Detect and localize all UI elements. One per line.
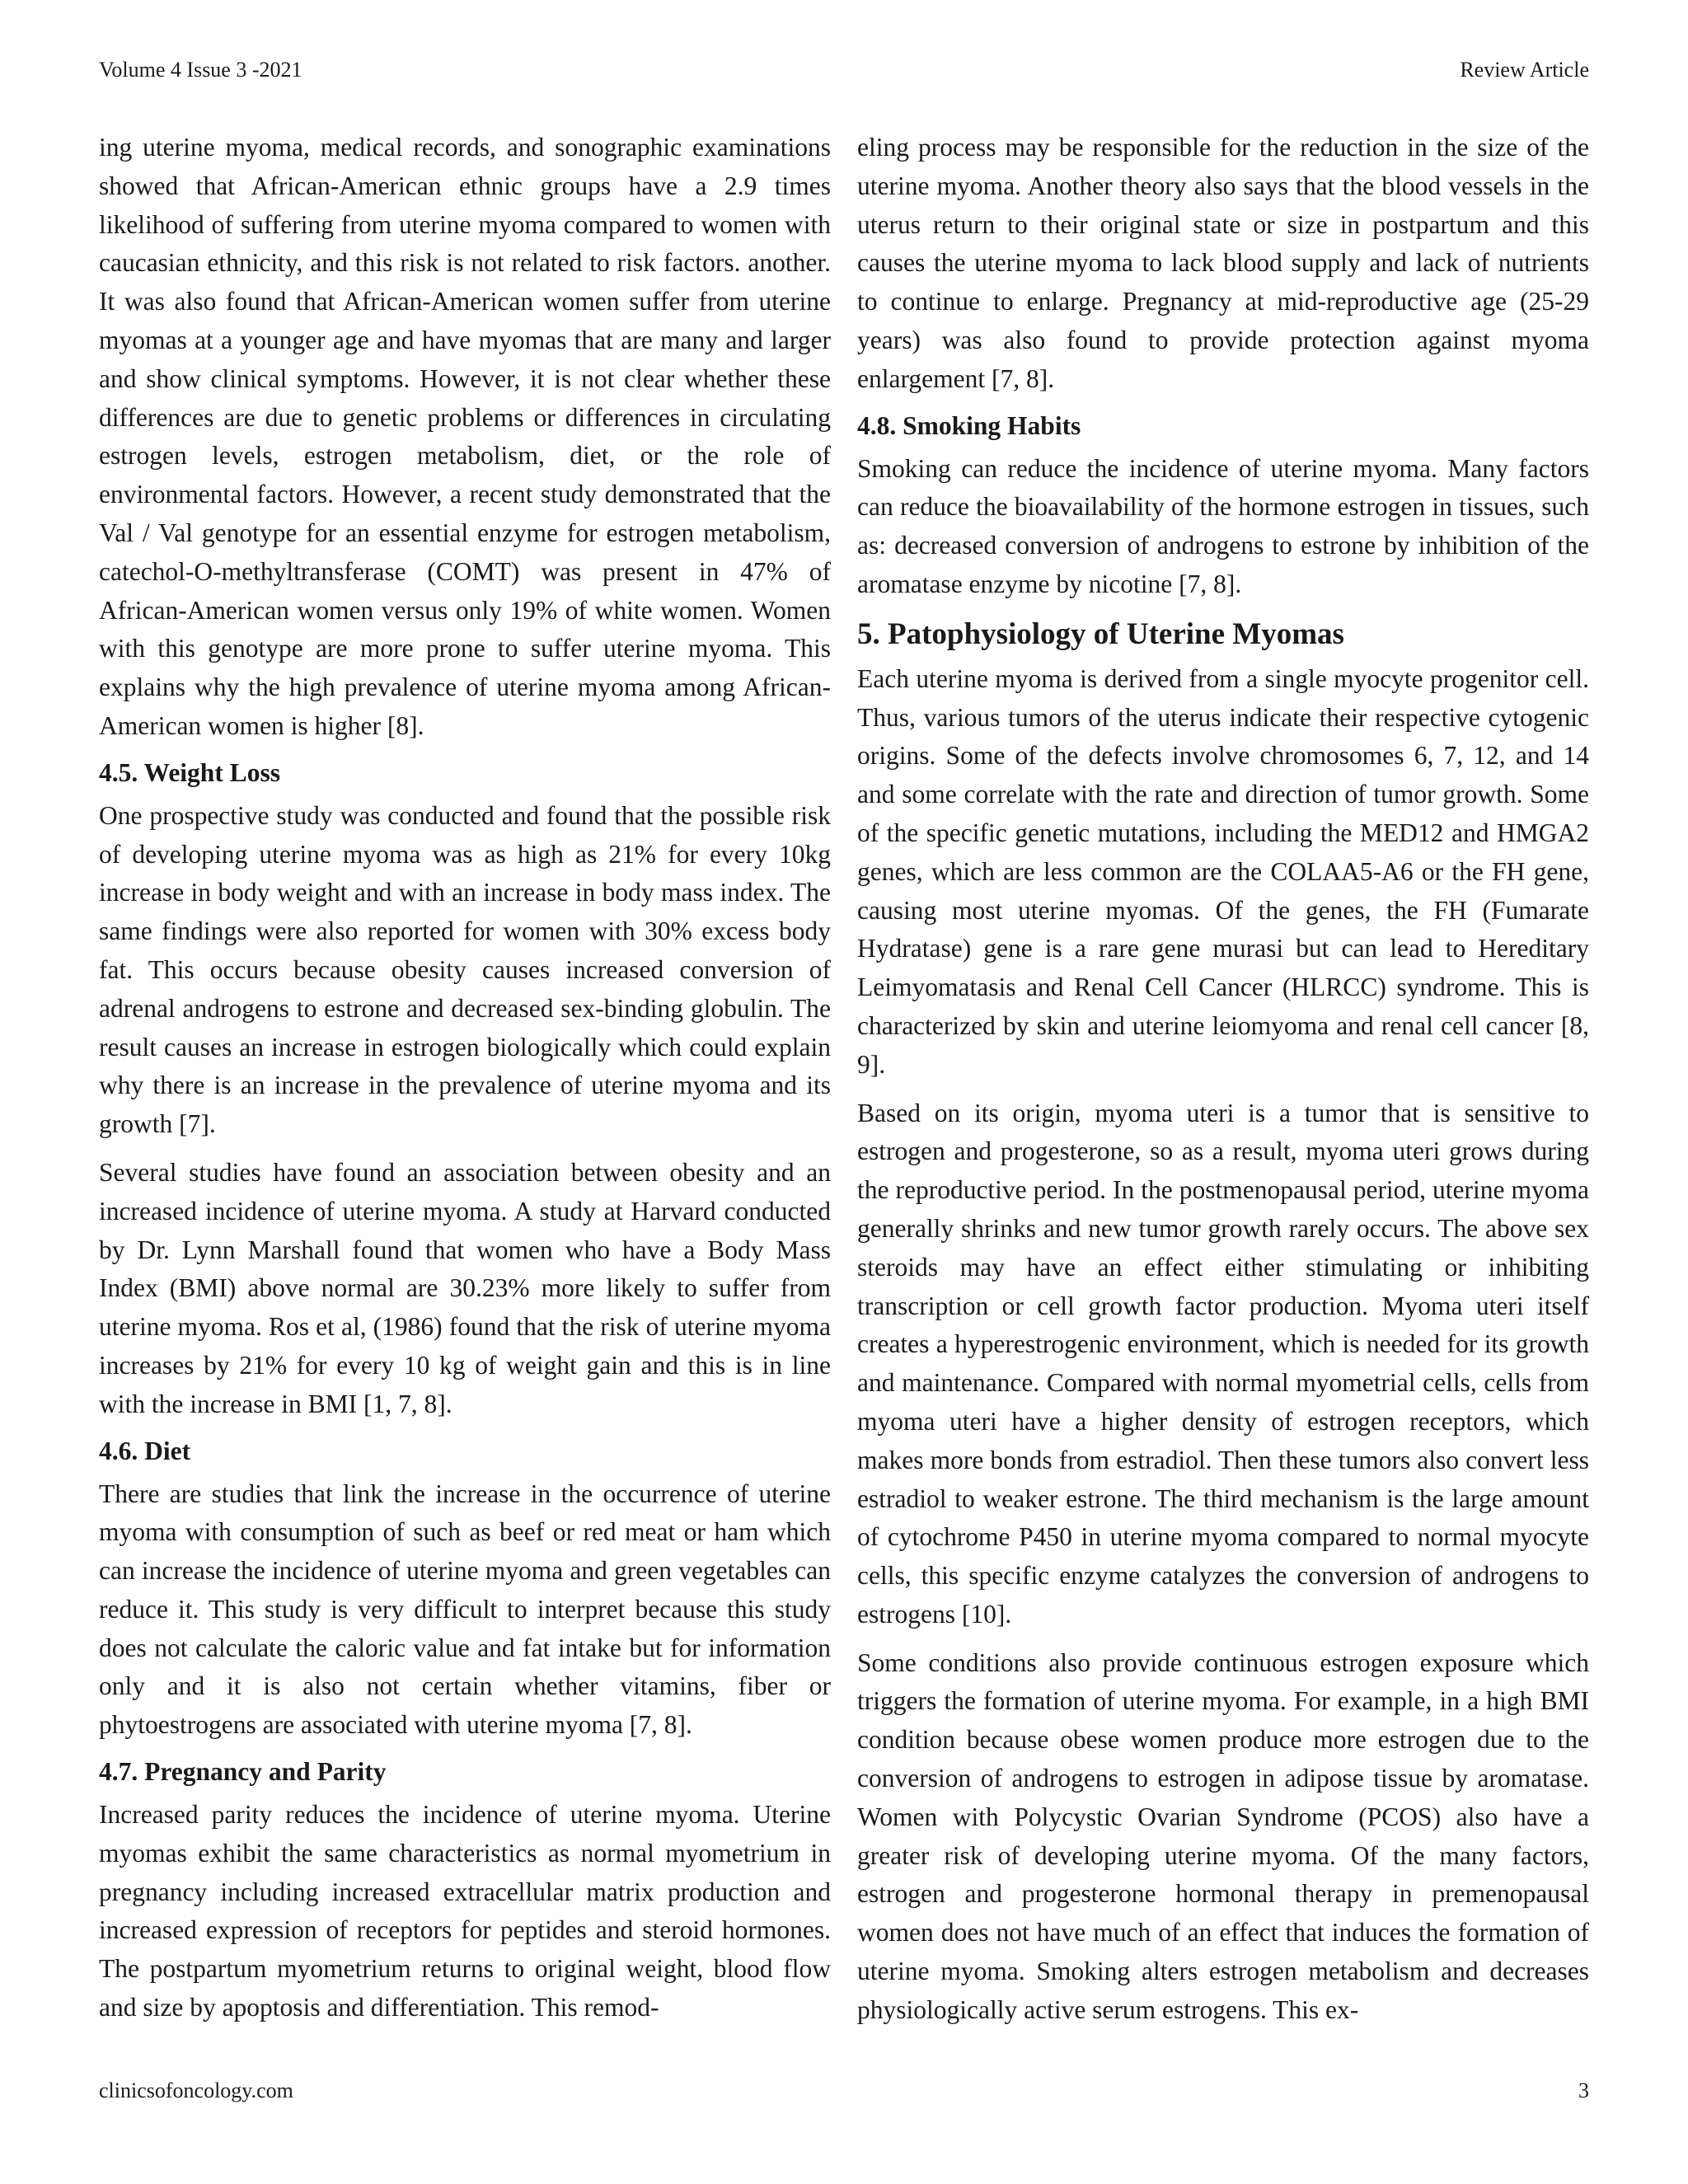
right-column [857, 129, 1589, 2040]
paragraph-pathophysiology-1: Each uterine myoma is derived from a single myocyte progenitor cell. Thus, various tumors of the uterus indicate their respective cytogenic origins. Some of the defects involve chromosomes 6, 7, 12, and 14 and some correlate with the rate and direction of tumor growth. Some of the specific genetic mutations, including the MED12 and HMGA2 genes, which are less common are the COLAA5-A6 or the FH gene, causing most uterine myomas. Of the genes, the FH (Fumarate Hydratase) gene is a rare gene murasi but can lead to Hereditary Leimyomatasis and Renal Cell Cancer (HLRCC) syndrome. This is characterized by skin and uterine leiomyoma and renal cell cancer [8, 9]. [857, 663, 1589, 1079]
heading-weight-loss: 4.5. Weight Loss [99, 757, 280, 787]
paragraph-pregnancy-continued: eling process may be responsible for the reduction in the size of the uterine myoma. Another theory also says that the blood vessels in the uterus return to their original state or size in postpartum and this causes the uterine myoma to lack blood supply and lack of nutrients to continue to enlarge. Pregnancy at mid-reproductive age (25-29 years) was also found to provide protection against myoma enlargement [7, 8]. [857, 133, 1589, 393]
website-link[interactable]: clinicsofoncology.com [99, 2079, 293, 2102]
paragraph-pathophysiology-2: Based on its origin, myoma uteri is a tumor that is sensitive to estrogen and progesterone, so as a result, myoma uteri grows during the reproductive period. In the postmenopausal period, uterine myoma generally shrinks and new tumor growth rarely occurs. The above sex steroids may have an effect either stimulating or inhibiting transcription or cell growth factor production. Myoma uteri itself creates a hyperestrogenic environment, which is needed for its growth and maintenance. Compared with normal myometrial cells, cells from myoma uteri have a higher density of estrogen receptors, which makes more bonds from estradiol. Then these tumors also convert less estradiol to weaker estrone. The third mechanism is the large amount of cytochrome P450 in uterine myoma compared to normal myocyte cells, this specific enzyme catalyzes the conversion of androgens to estrogens [10]. [857, 1098, 1589, 1629]
paragraph-smoking: Smoking can reduce the incidence of uterine myoma. Many factors can reduce the bioavailability of the hormone estrogen in tissues, such as: decreased conversion of androgens to estrone by inhibition of the aromatase enzyme by nicotine [7, 8]. [857, 453, 1589, 598]
paragraph-weight-loss-1: One prospective study was conducted and found that the possible risk of developing uterine myoma was as high as 21% for every 10kg increase in body weight and with an increase in body mass index. The same findings were also reported for women with 30% excess body fat. This occurs because obesity causes increased conversion of adrenal androgens to estrone and decreased sex-binding globulin. The result causes an increase in estrogen biologically which could explain why there is an increase in the prevalence of uterine myoma and its growth [7]. [99, 800, 831, 1139]
paragraph-weight-loss-2: Several studies have found an association between obesity and an increased incidence of uterine myoma. A study at Harvard conducted by Dr. Lynn Marshall found that women who have a Body Mass Index (BMI) above normal are 30.23% more likely to suffer from uterine myoma. Ros et al, (1986) found that the risk of uterine myoma increases by 21% for every 10 kg of weight gain and this is in line with the increase in BMI [1, 7, 8]. [99, 1157, 831, 1418]
heading-pathophysiology: 5. Patophysiology of Uterine Myomas [857, 616, 1344, 651]
paragraph-pregnancy-parity: Increased parity reduces the incidence of uterine myoma. Uterine myomas exhibit the same characteristics as normal myometrium in pregnancy including increased extracellular matrix production and increased expression of receptors for peptides and steroid hormones. The postpartum myometrium returns to original weight, blood flow and size by apoptosis and differentiation. This remod- [99, 1800, 831, 2022]
journal-volume-issue: Volume 4 Issue 3 -2021 [99, 58, 302, 82]
left-column [99, 129, 831, 2037]
page-number: 3 [1578, 2079, 1589, 2102]
paragraph-ethnicity-continued: ing uterine myoma, medical records, and sonographic examinations showed that African-American ethnic groups have a 2.9 times likelihood of suffering from uterine myoma compared to women with caucasian ethnicity, and this risk is not related to risk factors. another. It was also found that African-American women suffer from uterine myomas at a younger age and have myomas that are many and larger and show clinical symptoms. However, it is not clear whether these differences are due to genetic problems or differences in circulating estrogen levels, estrogen metabolism, diet, or the role of environmental factors. However, a recent study demonstrated that the Val / Val genotype for an essential enzyme for estrogen metabolism, catechol-O-methyltransferase (COMT) was present in 47% of African-American women versus only 19% of white women. Women with this genotype are more prone to suffer uterine myoma. This explains why the high prevalence of uterine myoma among African-American women is higher [8]. [99, 133, 831, 740]
article-type: Review Article [1460, 58, 1589, 82]
heading-smoking-habits: 4.8. Smoking Habits [857, 410, 1081, 440]
heading-diet: 4.6. Diet [99, 1436, 191, 1465]
heading-pregnancy-parity: 4.7. Pregnancy and Parity [99, 1757, 387, 1787]
paragraph-diet: There are studies that link the increase in the occurrence of uterine myoma with consumption of such as beef or red meat or ham which can increase the incidence of uterine myoma and green vegetables can reduce it. This study is very difficult to interpret because this study does not calculate the caloric value and fat intake but for information only and it is also not certain whether vitamins, fiber or phytoestrogens are associated with uterine myoma [7, 8]. [99, 1479, 831, 1740]
paragraph-pathophysiology-3: Some conditions also provide continuous estrogen exposure which triggers the formation of uterine myoma. For example, in a high BMI condition because obese women produce more estrogen due to the conversion of androgens to estrogen in adipose tissue by aromatase. Women with Polycystic Ovarian Syndrome (PCOS) also have a greater risk of developing uterine myoma. Of the many factors, estrogen and progesterone hormonal therapy in premenopausal women does not have much of an effect that induces the formation of uterine myoma. Smoking alters estrogen metabolism and decreases physiologically active serum estrogens. This ex- [857, 1647, 1589, 2024]
